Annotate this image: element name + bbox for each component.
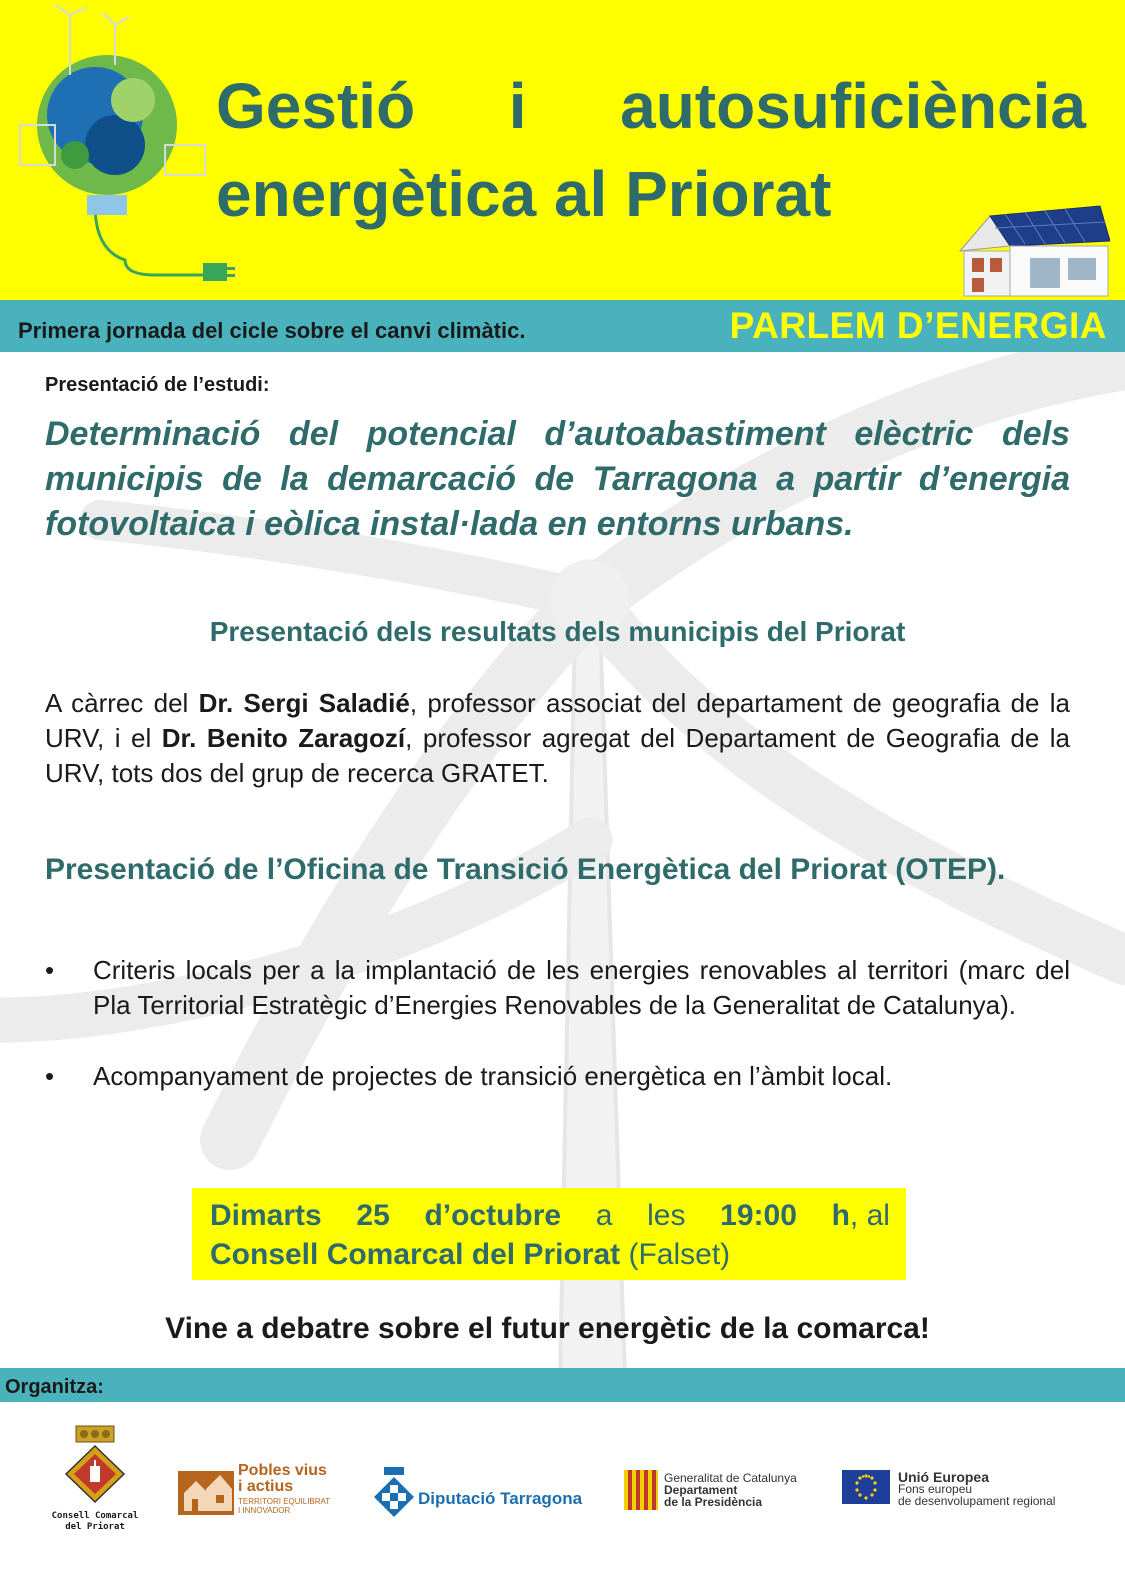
eu-logo-text <box>898 1471 1055 1507</box>
speakers-intro: A càrrec del <box>45 688 199 718</box>
event-date-box <box>192 1188 906 1280</box>
event-text: , al <box>849 1199 890 1232</box>
bullet-icon: • <box>45 1061 55 1091</box>
event-text: a <box>595 1199 613 1232</box>
logo-text: I INNOVADOR <box>238 1506 291 1515</box>
logo-text: Departament <box>664 1483 738 1497</box>
logo-text: del Priorat <box>65 1522 125 1532</box>
pobles-vius-tagline <box>238 1497 338 1515</box>
list-item-text: Acompanyament de projectes de transició energètica en l’àmbit local. <box>93 1061 893 1091</box>
event-date: 25 <box>356 1199 390 1232</box>
diputacio-tarragona-logo-icon <box>372 1467 416 1517</box>
event-details <box>210 1196 890 1274</box>
event-venue: Consell Comarcal del Priorat <box>210 1238 621 1271</box>
study-title: Determinació del potencial d’autoabastiment elèctric dels municipis de la demarcació de Tarragona a partir d’energia fotovoltaica i eòlica instal·lada en entorns urbans. <box>45 415 1070 543</box>
consell-comarcal-crest-icon <box>62 1424 128 1512</box>
speaker-role: , professor associat del departament de geografia de la URV, i el <box>45 688 1070 753</box>
organizers-label: Organitza: <box>5 1376 104 1398</box>
event-time-unit: h <box>831 1199 850 1232</box>
list-item <box>45 953 1070 1023</box>
logo-text: Fons europeu <box>898 1482 973 1496</box>
title-line-1 <box>216 62 1086 150</box>
subtitle-bar <box>0 300 1125 352</box>
energy-bulb-logo <box>15 5 235 285</box>
bullet-icon: • <box>45 955 55 985</box>
speakers-paragraph <box>45 686 1070 791</box>
results-heading: Presentació dels resultats dels municipis del Priorat <box>209 616 906 647</box>
event-month: d’octubre <box>424 1199 562 1232</box>
title-line-2: energètica al Priorat <box>216 158 832 230</box>
event-time: 19:00 <box>720 1199 797 1232</box>
eu-flag-icon <box>842 1470 890 1504</box>
title-word: i <box>508 70 527 142</box>
study-label: Presentació de l’estudi: <box>45 374 270 396</box>
consell-comarcal-logo-text <box>40 1511 150 1533</box>
otep-heading: Presentació de l’Oficina de Transició Energètica del Priorat (OTEP). <box>45 853 1006 886</box>
speaker-role: , professor agregat del Departament de Geografia de la URV, tots dos del grup de recerca GRATET. <box>45 723 1071 788</box>
bullet-list <box>45 953 1070 1094</box>
title-word: Gestió <box>216 70 416 142</box>
title-word: autosuficiència <box>620 70 1086 142</box>
generalitat-logo-text <box>664 1472 797 1508</box>
speaker-name: Dr. Benito Zaragozí <box>161 723 406 753</box>
list-item <box>45 1059 1070 1094</box>
list-item-text: Criteris locals per a la implantació de les energies renovables al territori (marc del Pla Territorial Estratègic d’Energies Renovables de la Generalitat de Catalunya). <box>93 955 1070 1020</box>
event-text: les <box>647 1199 686 1232</box>
pobles-vius-logo-text <box>238 1463 327 1495</box>
logo-text: Generalitat de Catalunya <box>664 1471 797 1485</box>
logo-text: de desenvolupament regional <box>898 1494 1056 1508</box>
logo-text: Unió Europea <box>898 1469 990 1485</box>
subtitle: Primera jornada del cicle sobre el canvi climàtic. <box>18 318 526 343</box>
event-town: (Falset) <box>620 1238 731 1271</box>
logo-text: Pobles vius <box>238 1462 327 1479</box>
header-banner <box>0 0 1125 300</box>
speaker-name: Dr. Sergi Saladié <box>198 688 410 718</box>
solar-house-image <box>950 196 1110 302</box>
organizers-bar <box>0 1368 1125 1402</box>
campaign-title: PARLEM D’ENERGIA <box>729 305 1107 346</box>
logo-text: TERRITORI EQUILIBRAT <box>238 1497 331 1506</box>
event-day: Dimarts <box>210 1199 322 1232</box>
pobles-vius-logo-icon <box>178 1463 234 1515</box>
logo-text: Consell Comarcal <box>51 1511 139 1521</box>
logo-text: i actius <box>238 1478 294 1495</box>
diputacio-tarragona-logo-text: Diputació Tarragona <box>418 1489 583 1508</box>
logo-text: de la Presidència <box>664 1495 763 1509</box>
generalitat-catalunya-logo-icon <box>624 1470 658 1510</box>
call-to-action: Vine a debatre sobre el futur energètic de la comarca! <box>165 1312 930 1345</box>
